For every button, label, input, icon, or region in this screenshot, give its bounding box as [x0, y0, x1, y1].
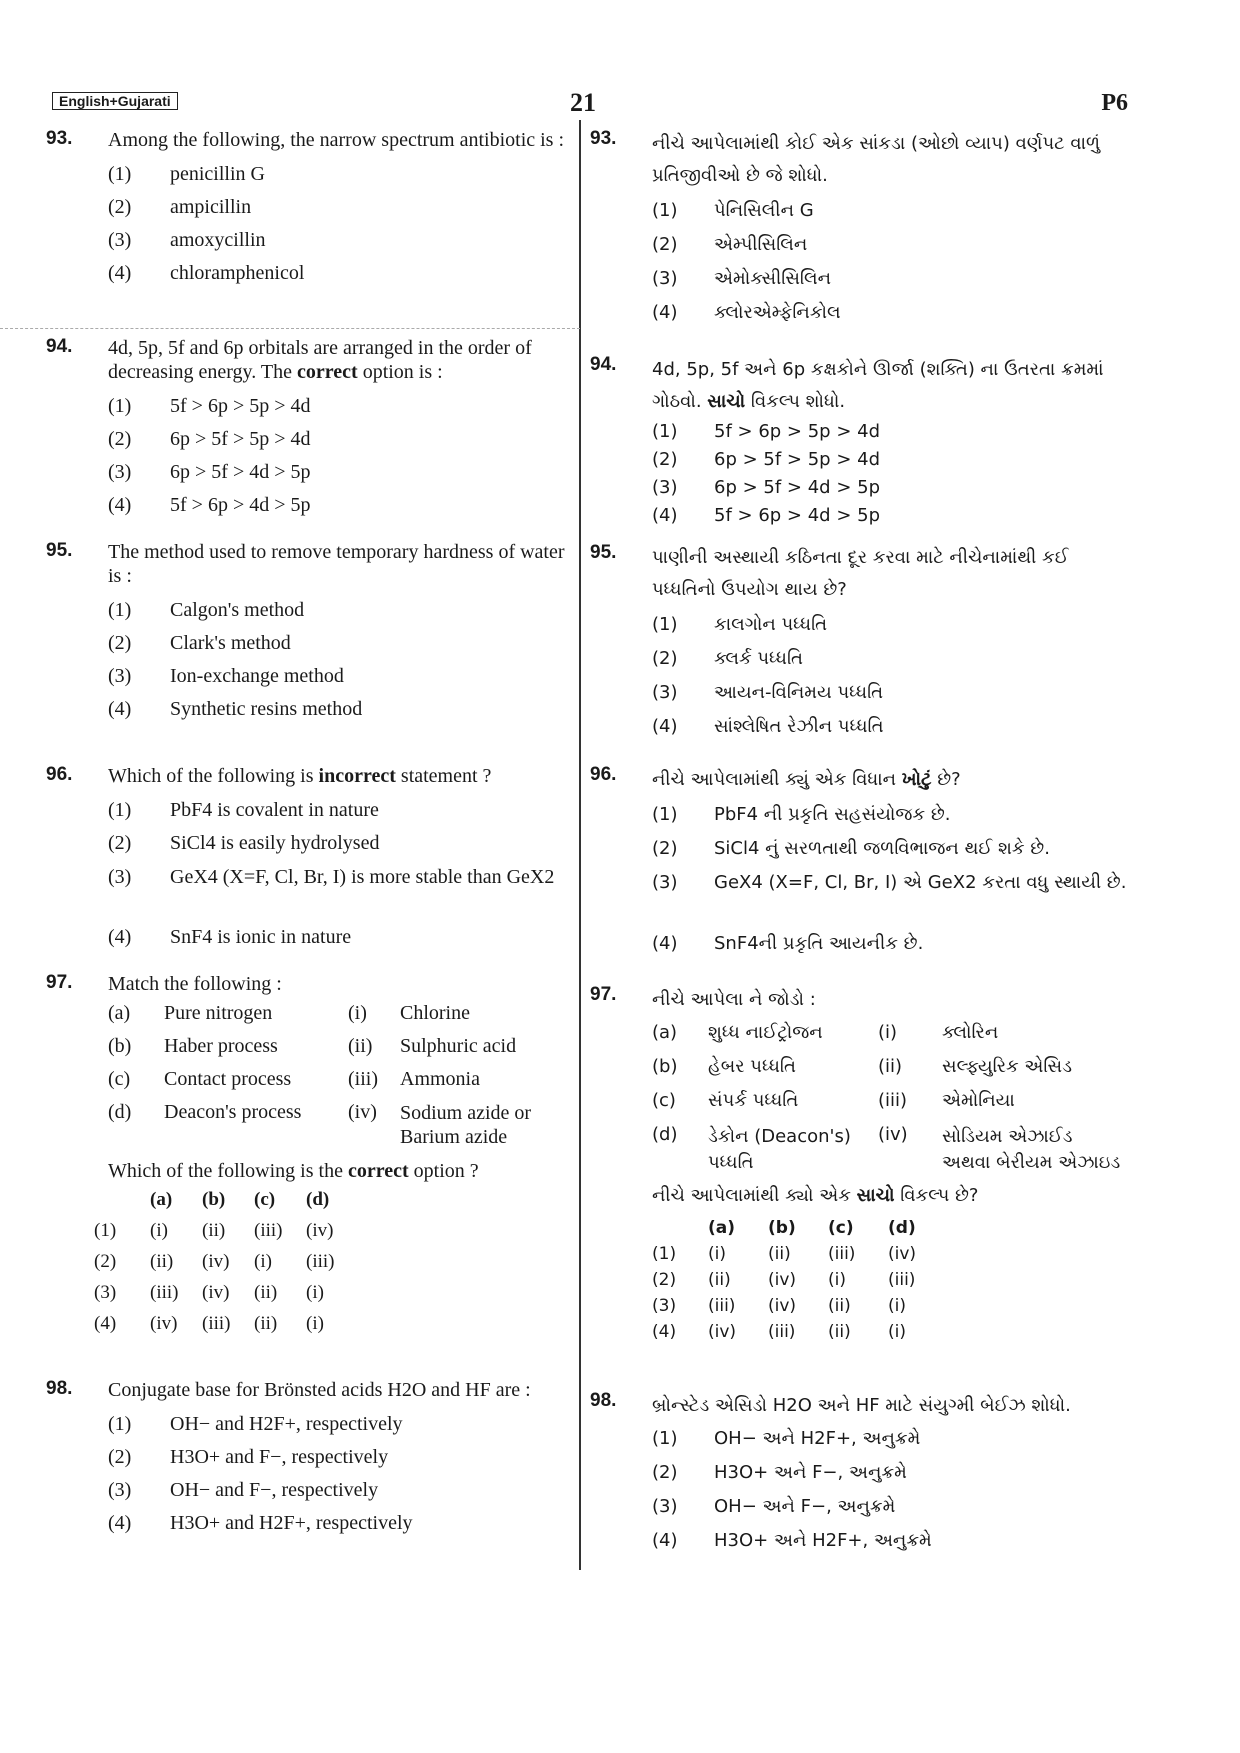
question-ask: નીચે આપેલામાંથી ક્યો એક સાચો વિકલ્પ છે? [652, 1185, 979, 1206]
question-93-en [46, 128, 570, 290]
option[interactable]: (3) OH− and F−, respectively [108, 1479, 379, 1501]
answer-row[interactable]: (2) (ii) (iv) (i) (iii) [94, 1251, 335, 1272]
option[interactable]: (1) OH− and H2F+, respectively [108, 1413, 403, 1435]
question-text: નીચે આપેલા ને જોડો : [652, 989, 816, 1010]
section-separator [0, 328, 580, 330]
question-number: 93. [46, 128, 73, 149]
option[interactable]: (1) 5f > 6p > 5p > 4d [652, 421, 880, 442]
option[interactable]: (3) Ion-exchange method [108, 665, 344, 687]
question-number: 94. [46, 336, 73, 357]
option[interactable]: (1) PbF4 is covalent in nature [108, 799, 379, 821]
option[interactable]: (4) H3O+ અને H2F+, અનુક્રમે [652, 1530, 932, 1551]
question-text: બ્રોન્સ્ટેડ એસિડો H2O અને HF માટે સંયુગ્મી બેઈઝ શોધો. [652, 1395, 1071, 1416]
option[interactable]: (1) OH− અને H2F+, અનુક્રમે [652, 1428, 921, 1449]
answer-row[interactable]: (4) (iv) (iii) (ii) (i) [94, 1313, 324, 1334]
option[interactable]: (3) GeX4 (X=F, Cl, Br, I) is more stable than GeX2 [108, 866, 555, 888]
question-text: નીચે આપેલામાંથી ક્યું એક વિધાન ખોટું છે? [652, 769, 961, 790]
option[interactable]: (2) H3O+ અને F−, અનુક્રમે [652, 1462, 907, 1483]
question-number: 96. [46, 764, 73, 785]
option[interactable]: (3) GeX4 (X=F, Cl, Br, I) એ GeX2 કરતા વધુ સ્થાયી છે. [652, 872, 1127, 893]
option[interactable]: (4) 5f > 6p > 4d > 5p [652, 505, 880, 526]
option[interactable]: (4) સાંશ્લેષિત રેઝીન પધ્ધતિ [652, 716, 884, 737]
question-text: Which of the following is incorrect statement ? [108, 765, 492, 787]
question-number: 97. [590, 984, 617, 1005]
option[interactable]: (4) ક્લોરએમ્ફેનિકોલ [652, 302, 841, 323]
question-94-en [46, 336, 570, 522]
option[interactable]: (1) penicillin G [108, 163, 265, 185]
question-text: Among the following, the narrow spectrum antibiotic is : [108, 129, 565, 151]
question-text: Conjugate base for Brönsted acids H2O and HF are : [108, 1379, 531, 1401]
question-96-en [46, 764, 570, 954]
option[interactable]: (1) કાલગોન પધ્ધતિ [652, 614, 828, 635]
option[interactable]: (3) OH− અને F−, અનુક્રમે [652, 1496, 896, 1517]
question-text: નીચે આપેલામાંથી કોઈ એક સાંકડા (ઓછો વ્યાપ) વર્ણપટ વાળું પ્રતિજીવીઓ છે જે શોધો. [652, 133, 1101, 186]
option[interactable]: (2) SiCl4 નું સરળતાથી જળવિભાજન થઈ શકે છે. [652, 838, 1050, 859]
question-95-en [46, 540, 570, 726]
option[interactable]: (4) Synthetic resins method [108, 698, 363, 720]
option[interactable]: (2) 6p > 5f > 5p > 4d [652, 449, 880, 470]
option[interactable]: (3) એમોક્સીસિલિન [652, 268, 831, 289]
question-text: પાણીની અસ્થાયી કઠિનતા દૂર કરવા માટે નીચેનામાંથી કઈ પધ્ધતિનો ઉપયોગ થાય છે? [652, 547, 1069, 600]
question-number: 98. [46, 1378, 73, 1399]
option[interactable]: (2) H3O+ and F−, respectively [108, 1446, 389, 1468]
option[interactable]: (1) પેનિસિલીન G [652, 200, 814, 221]
match-table: (a) Pure nitrogen (i) Chlorine (b) Haber process (ii) Sulphuric acid (c) Contact process (iii) Ammonia (d) Deacon's process (iv) Sodium azide or Barium azide [108, 1002, 532, 1148]
question-number: 94. [590, 354, 617, 375]
answer-row[interactable]: (1) (i) (ii) (iii) (iv) [652, 1244, 917, 1264]
question-ask: Which of the following is the correct option ? [108, 1160, 479, 1182]
option[interactable]: (1) PbF4 ની પ્રકૃતિ સહસંયોજક છે. [652, 804, 951, 825]
answer-row[interactable]: (1) (i) (ii) (iii) (iv) [94, 1220, 334, 1241]
question-number: 93. [590, 128, 617, 149]
option[interactable]: (2) ampicillin [108, 196, 252, 218]
question-text: Match the following : [108, 973, 282, 995]
language-label: English+Gujarati [52, 92, 178, 110]
question-95-gu [590, 542, 1130, 744]
option[interactable]: (3) 6p > 5f > 4d > 5p [108, 461, 311, 483]
option[interactable]: (2) એમ્પીસિલિન [652, 234, 808, 255]
option[interactable]: (1) 5f > 6p > 5p > 4d [108, 395, 311, 417]
option[interactable]: (4) SnF4 is ionic in nature [108, 926, 352, 948]
option[interactable]: (4) 5f > 6p > 4d > 5p [108, 494, 311, 516]
question-number: 95. [590, 542, 617, 563]
question-94-gu [590, 354, 1130, 530]
match-table: (a) શુધ્ધ નાઈટ્રોજન (i) ક્લોરિન (b) હેબર પધ્ધતિ (ii) સલ્ફ્યુરિક એસિડ (c) સંપર્ક પધ્ધતિ (iii) એમોનિયા (d) ડેકોન (Deacon's) પધ્ધતિ (iv) સોડિયમ એઝાઈડ અથવા બેરીયમ એઝાઇડ [652, 1022, 1121, 1173]
question-98-en [46, 1378, 570, 1540]
option[interactable]: (3) amoxycillin [108, 229, 266, 251]
question-number: 97. [46, 972, 73, 993]
answer-row[interactable]: (3) (iii) (iv) (ii) (i) [652, 1296, 906, 1316]
option[interactable]: (1) Calgon's method [108, 599, 305, 621]
question-text: The method used to remove temporary hardness of water is : [108, 541, 565, 587]
question-number: 98. [590, 1390, 617, 1411]
question-text: 4d, 5p, 5f and 6p orbitals are arranged in the order of decreasing energy. The correct option is : [108, 337, 532, 383]
question-number: 96. [590, 764, 617, 785]
option[interactable]: (4) H3O+ and H2F+, respectively [108, 1512, 413, 1534]
column-divider [579, 120, 581, 1570]
question-97-en [46, 972, 570, 1344]
answer-row[interactable]: (4) (iv) (iii) (ii) (i) [652, 1322, 906, 1342]
answer-grid: (a) (b) (c) (d) (1) (i) (ii) (iii) (iv) (2) (ii) (iv) (i) (iii) (3) (iii) (iv) (ii) (i) (4) (iv) (iii) (ii) (i) [652, 1218, 1130, 1348]
option[interactable]: (2) ક્લર્ક પધ્ધતિ [652, 648, 803, 669]
option[interactable]: (3) આયન-વિનિમય પધ્ધતિ [652, 682, 884, 703]
option[interactable]: (2) 6p > 5f > 5p > 4d [108, 428, 311, 450]
question-98-gu [590, 1390, 1130, 1558]
option[interactable]: (2) Clark's method [108, 632, 291, 654]
answer-row[interactable]: (3) (iii) (iv) (ii) (i) [94, 1282, 324, 1303]
question-number: 95. [46, 540, 73, 561]
answer-grid: (a) (b) (c) (d) (1) (i) (ii) (iii) (iv) (2) (ii) (iv) (i) (iii) (3) (iii) (iv) (ii) (i) (4) (iv) (iii) (ii) (i) [94, 1189, 570, 1344]
answer-row[interactable]: (2) (ii) (iv) (i) (iii) [652, 1270, 916, 1290]
option[interactable]: (2) SiCl4 is easily hydrolysed [108, 832, 380, 854]
page-number: 21 [570, 88, 596, 117]
question-96-gu [590, 764, 1130, 961]
option[interactable]: (4) chloramphenicol [108, 262, 305, 284]
question-93-gu [590, 128, 1130, 330]
option[interactable]: (4) SnF4ની પ્રકૃતિ આયનીક છે. [652, 933, 924, 954]
page-header [0, 90, 1240, 130]
question-text: 4d, 5p, 5f અને 6p કક્ષકોને ઊર્જા (શક્તિ) ના ઉતરતા ક્રમમાં ગોઠવો. સાચો વિકલ્પ શોધો. [652, 359, 1104, 412]
paper-code: P6 [1101, 90, 1128, 116]
option[interactable]: (3) 6p > 5f > 4d > 5p [652, 477, 880, 498]
question-97-gu [590, 984, 1130, 1348]
